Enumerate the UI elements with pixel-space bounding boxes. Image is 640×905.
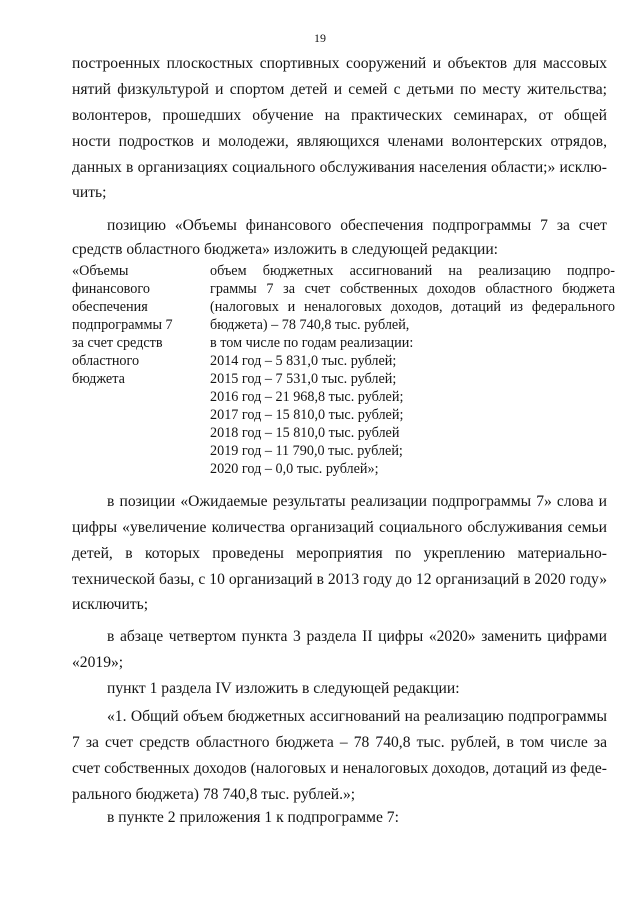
paragraph-5-line-1: пункт 1 раздела IV изложить в следующей редакции: [107,680,460,697]
paragraph-1-line-5: данных в организациях социального обслуживания населения области;» исклю- [72,159,607,176]
paragraph-3-line-1: в позиции «Ожидаемые результаты реализации подпрограммы 7» слова и [107,493,607,510]
page-number: 19 [314,31,326,45]
paragraph-1-line-2: нятий физкультурой и спортом детей и семей с детьми по месту жительства; [72,81,607,98]
passport-value-line: (налоговых и неналоговых доходов, дотаций из федерального [210,299,615,315]
paragraph-6-line-3: счет собственных доходов (налоговых и неналоговых доходов, дотаций из феде- [72,760,607,777]
paragraph-1-line-1: построенных плоскостных спортивных сооружений и объектов для массовых [72,55,607,72]
paragraph-6-line-2: 7 за счет средств областного бюджета – 78 740,8 тыс. рублей, в том числе за [72,734,607,751]
passport-label-line: областного [72,353,140,369]
paragraph-1-line-6: чить; [72,184,107,201]
paragraph-1-line-4: ности подростков и молодежи, являющихся членами волонтерских отрядов, [72,133,607,150]
paragraph-4-line-2: «2019»; [72,654,124,671]
paragraph-3-line-2: цифры «увеличение количества организаций социального обслуживания семьи [72,519,607,536]
passport-value-column [210,262,615,478]
passport-label-line: за счет средств [72,335,163,351]
passport-year-line-2019: 2019 год – 11 790,0 тыс. рублей; [210,443,403,459]
paragraph-3-line-4: технической базы, с 10 организаций в 2013 году до 12 организаций в 2020 году» [72,571,607,588]
passport-year-line-2015: 2015 год – 7 531,0 тыс. рублей; [210,371,397,387]
passport-value-line: бюджета) – 78 740,8 тыс. рублей, [210,317,410,333]
passport-label-line: подпрограммы 7 [72,317,173,333]
passport-label-line: обеспечения [72,299,148,315]
passport-label-line: финансового [72,281,150,297]
passport-year-line-2017: 2017 год – 15 810,0 тыс. рублей; [210,407,404,423]
passport-year-line-2014: 2014 год – 5 831,0 тыс. рублей; [210,353,397,369]
passport-year-line-2016: 2016 год – 21 968,8 тыс. рублей; [210,389,404,405]
passport-value-line: граммы 7 за счет собственных доходов областного бюджета [210,281,615,297]
paragraph-7-line-1: в пункте 2 приложения 1 к подпрограмме 7: [107,809,399,826]
passport-year-line-2020: 2020 год – 0,0 тыс. рублей»; [210,461,379,477]
paragraph-3-line-5: исключить; [72,596,149,613]
paragraph-2-line-1: позицию «Объемы финансового обеспечения подпрограммы 7 за счет [107,217,607,234]
paragraph-1-line-3: волонтеров, прошедших обучение на практических семинарах, от общей [72,107,607,124]
paragraph-6-line-1: «1. Общий объем бюджетных ассигнований на реализацию подпрограммы [107,708,607,725]
passport-label-column [72,262,197,388]
passport-value-line: в том числе по годам реализации: [210,335,414,351]
paragraph-4-line-1: в абзаце четвертом пункта 3 раздела II цифры «2020» заменить цифрами [107,628,607,645]
paragraph-3-line-3: детей, в которых проведены мероприятия по укреплению материально- [72,545,607,562]
passport-year-line-2018: 2018 год – 15 810,0 тыс. рублей [210,425,400,441]
passport-value-line: объем бюджетных ассигнований на реализацию подпро- [210,263,615,279]
passport-label-line: «Объемы [72,263,129,279]
passport-label-line: бюджета [72,371,125,387]
paragraph-6-line-4: рального бюджета) 78 740,8 тыс. рублей.»; [72,786,356,803]
paragraph-2-line-2: средств областного бюджета» изложить в следующей редакции: [72,241,499,258]
